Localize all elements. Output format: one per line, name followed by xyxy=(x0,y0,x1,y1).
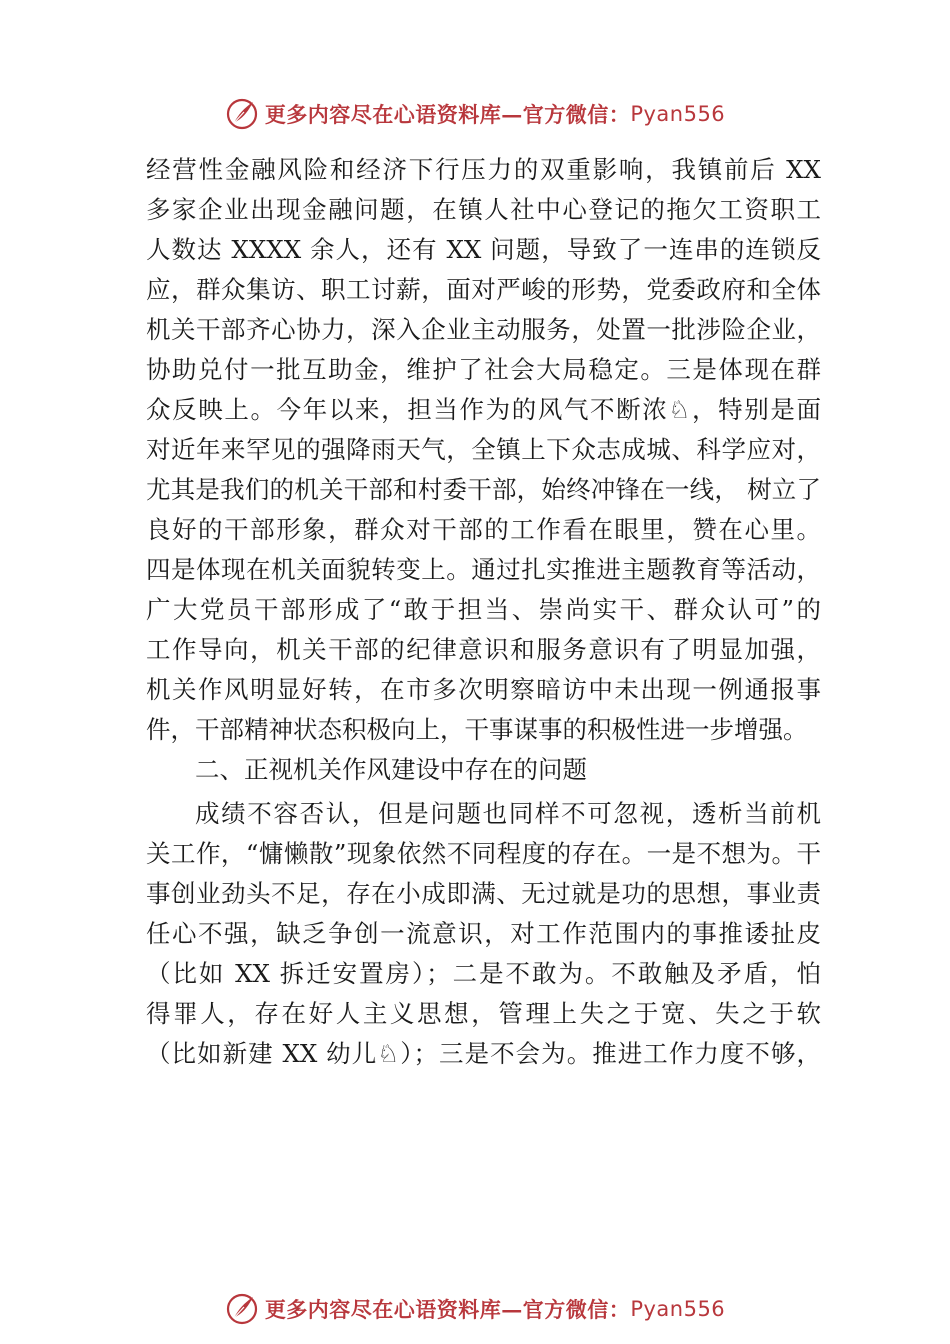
body-line: 工作导向，机关干部的纪律意识和服务意识有了明显加强， xyxy=(146,635,821,664)
body-line: 成绩不容否认，但是问题也同样不可忽视，透析当前机 xyxy=(195,799,821,828)
watermark-wechat-id: Pyan556 xyxy=(630,1297,726,1321)
body-line: 众反映上。今年以来，担当作为的风气不断浓♘，特别是面 xyxy=(146,395,821,424)
watermark-footer xyxy=(0,1287,950,1331)
section-heading: 二、正视机关作风建设中存在的问题 xyxy=(195,755,587,784)
body-line: 人数达 XXXX 余人，还有 XX 问题，导致了一连串的连锁反 xyxy=(146,235,821,264)
body-line: （比如新建 XX 幼儿♘）；三是不会为。推进工作力度不够， xyxy=(146,1039,821,1068)
watermark-text: 更多内容尽在心语资料库—官方微信： xyxy=(264,102,631,127)
feather-pen-logo-icon xyxy=(225,1292,259,1326)
body-line: 良好的干部形象，群众对干部的工作看在眼里，赞在心里。 xyxy=(146,515,821,544)
body-line: 件，干部精神状态积极向上，干事谋事的积极性进一步增强。 xyxy=(146,715,808,744)
body-line: 对近年来罕见的强降雨天气，全镇上下众志成城、科学应对， xyxy=(146,435,821,464)
watermark-text: 更多内容尽在心语资料库—官方微信： xyxy=(264,1297,631,1322)
body-line: 关工作，“慵懒散”现象依然不同程度的存在。一是不想为。干 xyxy=(146,839,821,868)
body-line: 任心不强，缺乏争创一流意识，对工作范围内的事推诿扯皮 xyxy=(146,919,821,948)
body-line: 协助兑付一批互助金，维护了社会大局稳定。三是体现在群 xyxy=(146,355,821,384)
body-line: 机关干部齐心协力，深入企业主动服务，处置一批涉险企业， xyxy=(146,315,821,344)
body-line: 应，群众集访、职工讨薪，面对严峻的形势，党委政府和全体 xyxy=(146,275,821,304)
body-line: 得罪人，存在好人主义思想，管理上失之于宽、失之于软 xyxy=(146,999,821,1028)
body-line: 事创业劲头不足，存在小成即满、无过就是功的思想，事业责 xyxy=(146,879,821,908)
body-line: 尤其是我们的机关干部和村委干部，始终冲锋在一线， 树立了 xyxy=(146,475,821,504)
feather-pen-logo-icon xyxy=(225,97,259,131)
body-line: 经营性金融风险和经济下行压力的双重影响，我镇前后 XX xyxy=(146,155,821,184)
body-line: 四是体现在机关面貌转变上。通过扎实推进主题教育等活动， xyxy=(146,555,821,584)
body-line: 机关作风明显好转，在市多次明察暗访中未出现一例通报事 xyxy=(146,675,821,704)
watermark-wechat-id: Pyan556 xyxy=(630,102,726,126)
body-line: 广大党员干部形成了“敢于担当、崇尚实干、群众认可”的 xyxy=(146,595,821,624)
body-line: （比如 XX 拆迁安置房）；二是不敢为。不敢触及矛盾，怕 xyxy=(146,959,821,988)
document-body xyxy=(146,150,821,1074)
body-line: 多家企业出现金融问题，在镇人社中心登记的拖欠工资职工 xyxy=(146,195,821,224)
watermark-header xyxy=(0,92,950,136)
